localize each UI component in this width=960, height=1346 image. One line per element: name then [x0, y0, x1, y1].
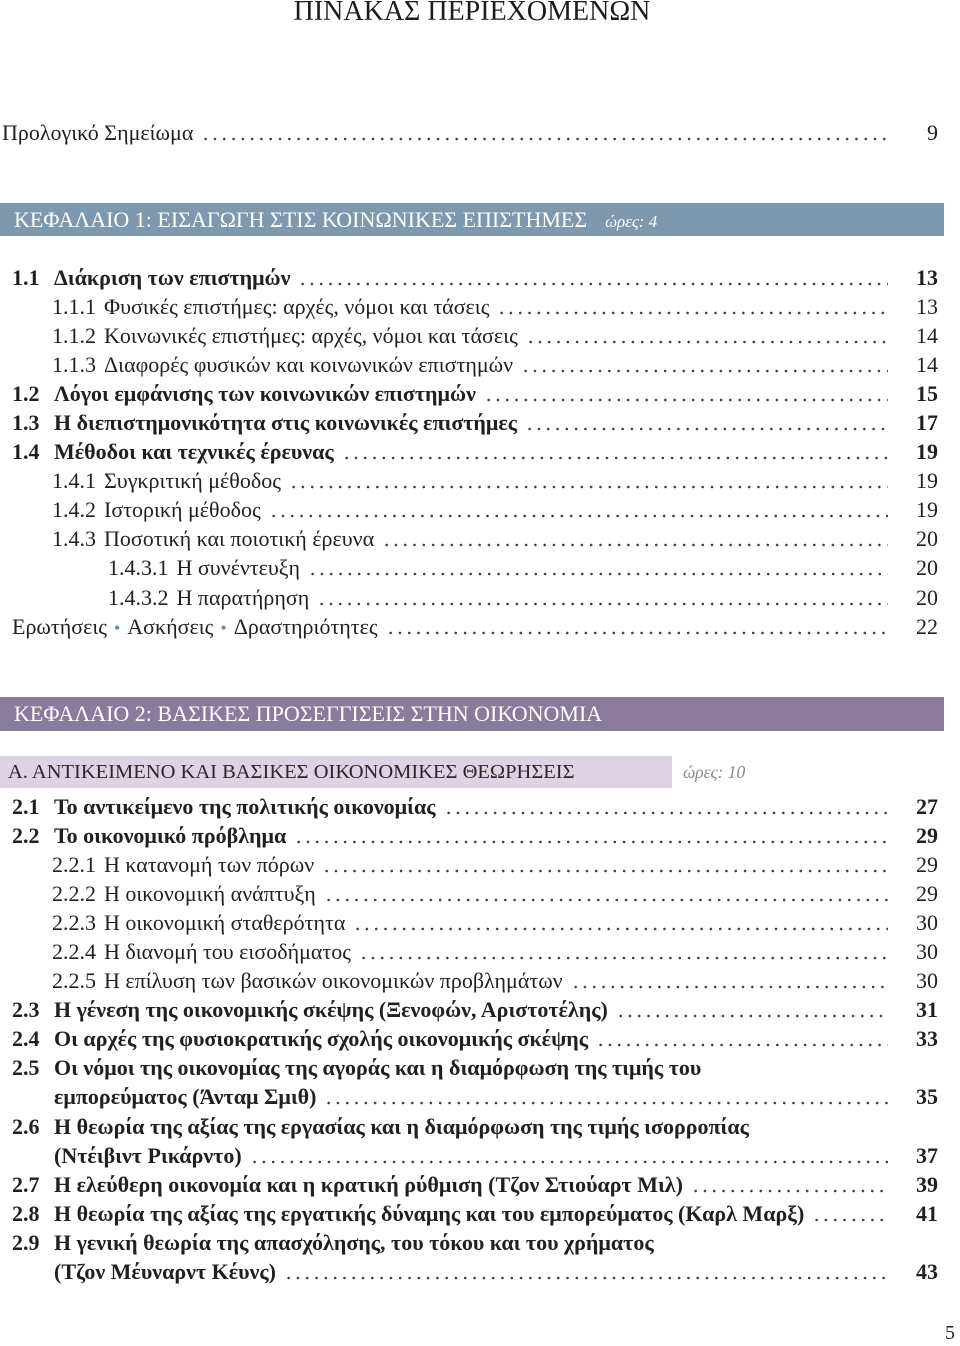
entry-title: Η κατανομή των πόρων [104, 851, 315, 877]
entry-page: 29 [916, 822, 938, 848]
entry-title: Η επίλυση των βασικών οικονομικών προβλημάτων [104, 968, 563, 994]
entry-number: 1.4.3 [52, 526, 96, 552]
exercises-item-activities: Δραστηριότητες [233, 613, 378, 639]
dot-leader [386, 612, 888, 641]
entry-number: 1.4.3.2 [108, 584, 169, 610]
exercises-item-exercises: Ασκήσεις [127, 613, 214, 639]
toc-entry [12, 292, 938, 321]
entry-title: Λόγοι εμφάνισης των κοινωνικών επιστημών [54, 380, 476, 406]
entry-number: 1.3 [12, 409, 40, 435]
entry-title: Η γενική θεωρία της απασχόλησης, του τόκου και του χρήματος [54, 1229, 654, 1255]
entry-number: 2.2.3 [52, 909, 96, 935]
entry-number: 1.2 [12, 380, 40, 406]
entry-title-continued: εμπορεύματος (Άνταμ Σμιθ) [54, 1084, 317, 1110]
dot-leader [571, 966, 888, 995]
dot-leader [250, 1141, 888, 1170]
dot-leader [359, 937, 888, 966]
dot-leader [526, 321, 888, 350]
exercises-title [12, 612, 378, 641]
entry-title: Φυσικές επιστήμες: αρχές, νόμοι και τάσεις [104, 293, 490, 319]
bullet-icon: • [220, 617, 227, 638]
entry-title: Η θεωρία της αξίας της εργασίας και η διαμόρφωση της τιμής ισορροπίας [54, 1113, 749, 1139]
page-title: ΠΙΝΑΚΑΣ ΠΕΡΙΕΧΟΜΕΝΩΝ [293, 0, 651, 27]
dot-leader [317, 583, 888, 612]
entry-title: Το αντικείμενο της πολιτικής οικονομίας [54, 793, 436, 819]
entry-number: 2.8 [12, 1200, 40, 1226]
dot-leader [269, 495, 888, 524]
entry-page: 19 [916, 439, 938, 465]
entry-page: 19 [916, 497, 938, 523]
chapter1-toc [12, 263, 938, 641]
entry-page: 30 [916, 968, 938, 994]
toc-entry [12, 937, 938, 966]
entry-page: 30 [916, 938, 938, 964]
toc-entry [12, 583, 938, 612]
toc-entry [12, 966, 938, 995]
entry-title: Η συνέντευξη [176, 555, 301, 581]
entry-page: 20 [916, 555, 938, 581]
toc-entry [12, 792, 938, 821]
dot-leader [322, 850, 888, 879]
chapter1-heading: ΚΕΦΑΛΑΙΟ 1: ΕΙΣΑΓΩΓΗ ΣΤΙΣ ΚΟΙΝΩΝΙΚΕΣ ΕΠΙΣΤΗΜΕΣ [14, 207, 588, 232]
entry-number: 1.4.1 [52, 468, 96, 494]
entry-page: 19 [916, 468, 938, 494]
entry-page: 29 [916, 880, 938, 906]
chapter1-banner [0, 203, 944, 236]
toc-entry-continuation [12, 1082, 938, 1111]
entry-title: Η ελεύθερη οικονομία και η κρατική ρύθμιση (Τζον Στιούαρτ Μιλ) [54, 1171, 683, 1197]
entry-page: 13 [916, 293, 938, 319]
entry-page: 43 [916, 1259, 938, 1284]
entry-title: Διαφορές φυσικών και κοινωνικών επιστημών [104, 351, 514, 377]
dot-leader [289, 466, 888, 495]
entry-page: 39 [916, 1171, 938, 1197]
toc-entry [12, 350, 938, 379]
toc-entry-exercises [12, 612, 938, 641]
entry-number: 2.2.4 [52, 938, 96, 964]
entry-title: Η γένεση της οικονομικής σκέψης (Ξενοφών, Αριστοτέλης) [54, 997, 608, 1023]
entry-title: Η οικονομική ανάπτυξη [104, 880, 316, 906]
entry-title: Οι νόμοι της οικονομίας της αγοράς και η διαμόρφωση της τιμής του [54, 1055, 702, 1081]
dot-leader [691, 1170, 888, 1199]
toc-entry [12, 995, 938, 1024]
chapter2-heading: ΚΕΦΑΛΑΙΟ 2: ΒΑΣΙΚΕΣ ΠΡΟΣΕΓΓΙΣΕΙΣ ΣΤΗΝ ΟΙΚΟΝΟΜΙΑ [14, 701, 603, 726]
entry-title: Ποσοτική και ποιοτική έρευνα [104, 526, 375, 552]
entry-number: 2.5 [12, 1055, 40, 1081]
page-number: 5 [945, 1322, 955, 1344]
entry-page: 13 [916, 264, 938, 290]
entry-number: 2.7 [12, 1171, 40, 1197]
entry-number: 2.1 [12, 793, 40, 819]
entry-title: Οι αρχές της φυσιοκρατικής σχολής οικονομικής σκέψης [54, 1026, 588, 1052]
entry-page: 35 [916, 1084, 938, 1110]
entry-number: 1.4.3.1 [108, 555, 169, 581]
toc-entry [12, 437, 938, 466]
entry-title: Διάκριση των επιστημών [54, 264, 291, 290]
entry-page: 31 [916, 997, 938, 1023]
dot-leader [294, 821, 888, 850]
entry-page: 41 [916, 1200, 938, 1226]
toc-entry [12, 408, 938, 437]
entry-number: 2.4 [12, 1026, 40, 1052]
entry-page: 14 [916, 322, 938, 348]
entry-title-continued: (Τζον Μέυναρντ Κέυνς) [54, 1259, 276, 1284]
exercises-item-questions: Ερωτήσεις [12, 613, 107, 639]
entry-number: 1.4 [12, 439, 40, 465]
entry-page: 20 [916, 584, 938, 610]
entry-title: Συγκριτική μέθοδος [104, 468, 281, 494]
entry-page: 33 [916, 1026, 938, 1052]
entry-title: Προλογικό Σημείωμα [2, 119, 194, 145]
toc-entry [12, 553, 938, 582]
entry-page: 30 [916, 909, 938, 935]
entry-number: 1.1.2 [52, 322, 96, 348]
entry-page: 29 [916, 851, 938, 877]
entry-page: 27 [916, 793, 938, 819]
section-hours: ώρες: 10 [683, 762, 746, 782]
toc-entry-continuation [12, 1257, 938, 1286]
dot-leader [525, 408, 888, 437]
dot-leader [521, 350, 888, 379]
entry-title: Η θεωρία της αξίας της εργατικής δύναμης και του εμπορεύματος (Καρλ Μαρξ) [54, 1200, 805, 1226]
entry-page: 20 [916, 526, 938, 552]
entry-page: 14 [916, 351, 938, 377]
dot-leader [298, 263, 888, 292]
entry-number: 2.2.5 [52, 968, 96, 994]
dot-leader [382, 524, 888, 553]
entry-number: 2.2.1 [52, 851, 96, 877]
toc-entry-continuation [12, 1141, 938, 1170]
section-heading-row [0, 756, 745, 788]
entry-number: 2.2.2 [52, 880, 96, 906]
dot-leader [596, 1024, 888, 1053]
entry-number: 2.2 [12, 822, 40, 848]
dot-leader [444, 792, 888, 821]
toc-entry [12, 495, 938, 524]
entry-number: 2.6 [12, 1113, 40, 1139]
dot-leader [324, 1082, 888, 1111]
entry-number: 1.1 [12, 264, 40, 290]
toc-entry [12, 1170, 938, 1199]
entry-page: 17 [916, 409, 938, 435]
entry-number: 2.9 [12, 1229, 40, 1255]
entry-number: 1.1.3 [52, 351, 96, 377]
dot-leader [308, 553, 888, 582]
entry-title: Μέθοδοι και τεχνικές έρευνας [54, 439, 334, 465]
toc-entry [12, 321, 938, 350]
dot-leader [324, 879, 888, 908]
toc-entry [12, 879, 938, 908]
entry-title-continued: (Ντέιβιντ Ρικάρντο) [54, 1142, 242, 1168]
dot-leader [616, 995, 888, 1024]
dot-leader [497, 292, 888, 321]
dot-leader [342, 437, 888, 466]
toc-entry [12, 1199, 938, 1228]
chapter1-hours: ώρες: 4 [605, 212, 658, 231]
entry-number: 1.4.2 [52, 497, 96, 523]
toc-entry [12, 908, 938, 937]
entry-title: Η παρατήρηση [176, 584, 310, 610]
dot-leader [812, 1199, 888, 1228]
entry-page: 15 [916, 380, 938, 406]
toc-entry [12, 466, 938, 495]
toc-entry [12, 1024, 938, 1053]
entry-page: 9 [927, 119, 938, 145]
entry-title: Η διανομή του εισοδήματος [104, 938, 351, 964]
toc-entry [12, 1112, 938, 1141]
entry-number: 2.3 [12, 997, 40, 1023]
entry-number: 1.1.1 [52, 293, 96, 319]
entry-title: Η οικονομική σταθερότητα [104, 909, 346, 935]
toc-entry-prologue [2, 118, 938, 147]
bullet-icon: • [113, 617, 121, 638]
toc-entry [12, 1053, 938, 1082]
entry-page: 22 [916, 613, 938, 639]
chapter2-banner [0, 697, 944, 731]
toc-entry [12, 850, 938, 879]
entry-title: Ιστορική μέθοδος [104, 497, 261, 523]
entry-title: Κοινωνικές επιστήμες: αρχές, νόμοι και τάσεις [104, 322, 518, 348]
toc-entry [12, 1228, 938, 1257]
dot-leader [353, 908, 888, 937]
section-title: Α. ΑΝΤΙΚΕΙΜΕΝΟ ΚΑΙ ΒΑΣΙΚΕΣ ΟΙΚΟΝΟΜΙΚΕΣ ΘΕΩΡΗΣΕΙΣ [0, 756, 672, 788]
toc-entry [12, 821, 938, 850]
entry-title: Το οικονομικό πρόβλημα [54, 822, 287, 848]
toc-entry [12, 524, 938, 553]
dot-leader [201, 118, 888, 147]
entry-page: 37 [916, 1142, 938, 1168]
toc-entry [12, 263, 938, 292]
toc-entry [12, 379, 938, 408]
dot-leader [484, 379, 888, 408]
chapter2-toc [12, 792, 938, 1287]
entry-title: Η διεπιστημονικότητα στις κοινωνικές επιστήμες [54, 409, 518, 435]
dot-leader [284, 1257, 888, 1286]
